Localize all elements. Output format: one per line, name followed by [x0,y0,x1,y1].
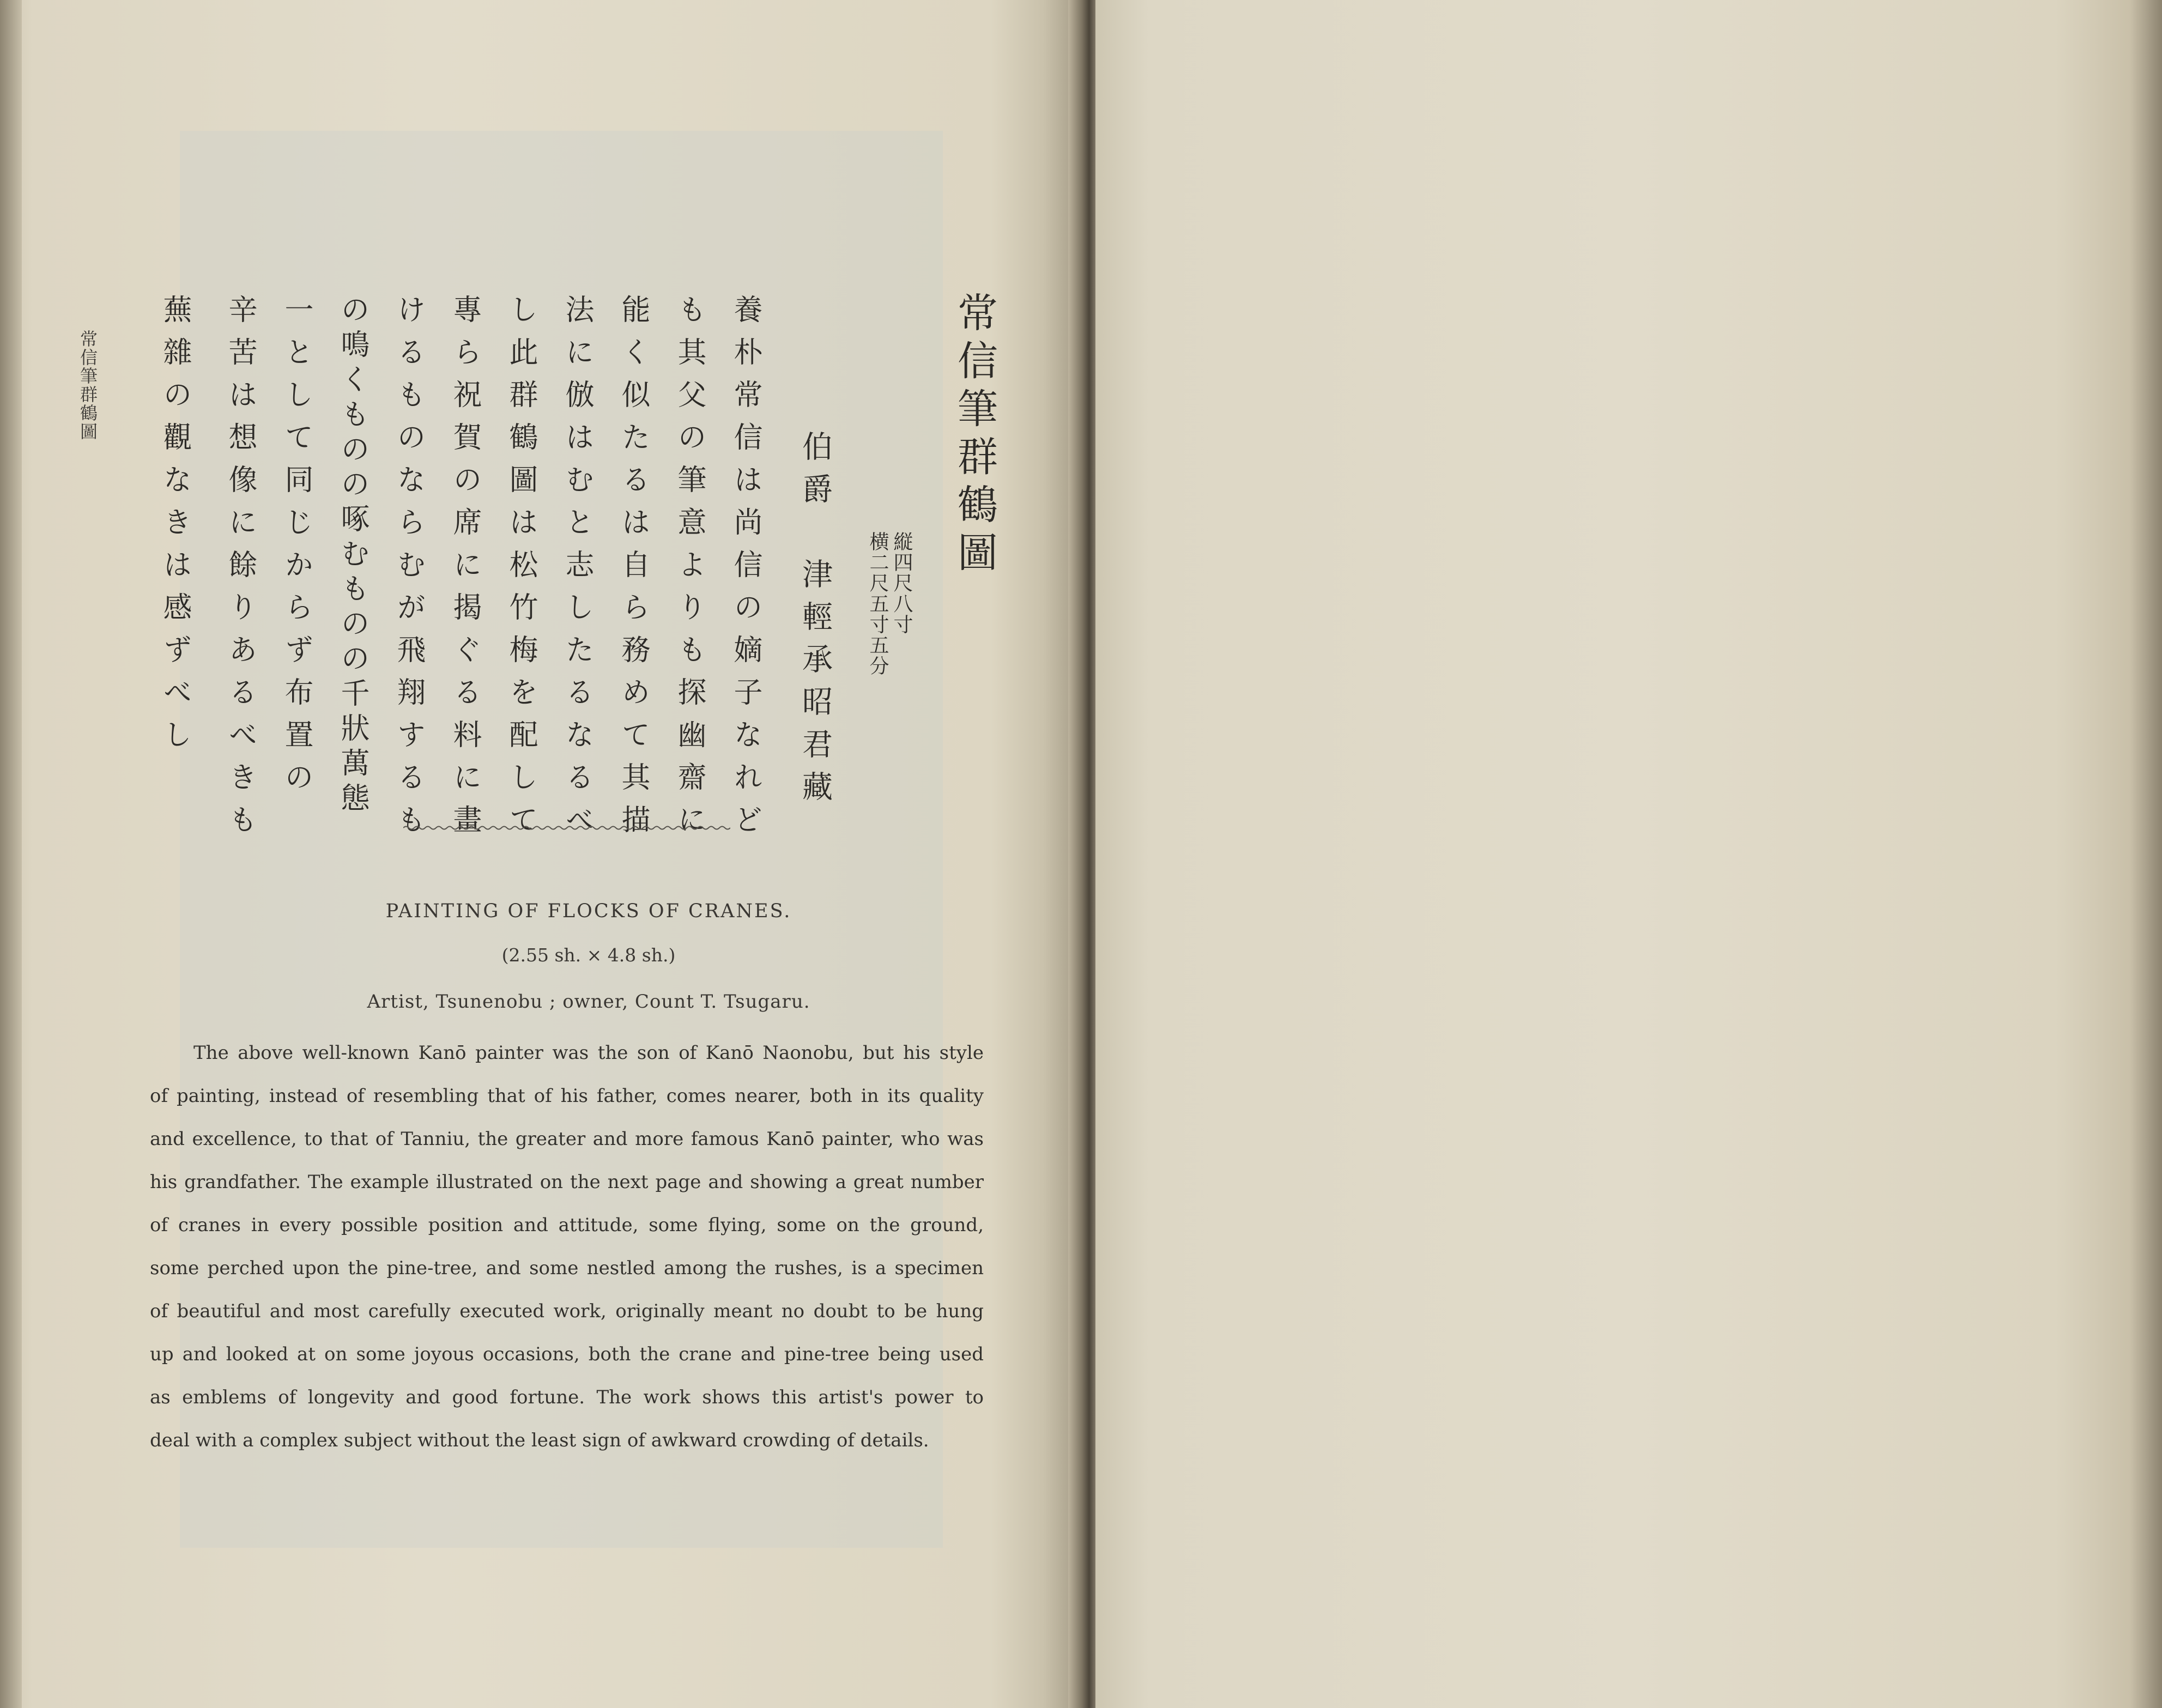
paragraph-line: as emblems of longevity and good fortune. The work shows this artist's power to [150,1386,984,1408]
english-title: PAINTING OF FLOCKS OF CRANES. [385,900,792,922]
english-dimensions: (2.55 sh. × 4.8 sh.) [501,944,676,966]
body-column: の鳴くものの啄むものの千狀萬態 [336,294,370,817]
paragraph-line: deal with a complex subject without the least sign of awkward crowding of details. [150,1430,929,1451]
paragraph-line: of painting, instead of resembling that of his father, comes nearer, both in its quality [150,1085,984,1107]
body-column: も其父の筆意よりも探幽齋に [673,294,706,847]
body-column: 養朴常信は尚信の嫡子なれど [729,294,762,847]
body-column: 法に倣はむと志したるなるべ [561,294,594,847]
body-column: 專ら祝賀の席に揭ぐる料に畫 [449,294,482,847]
page-edge [0,0,22,1708]
paragraph-line: some perched upon the pine-tree, and some nestled among the rushes, is a specimen [150,1257,984,1279]
running-head: 常信筆群鶴圖 [77,330,98,441]
body-column: 能く似たるは自ら務めて其描 [617,294,650,847]
paragraph-line: and excellence, to that of Tanniu, the greater and more famous Kanō painter, who was [150,1128,984,1150]
english-credit: Artist, Tsunenobu ; owner, Count T. Tsugaru. [367,991,810,1013]
japanese-owner: 伯爵 津輕承昭君藏 [797,431,833,813]
japanese-title: 常信筆群鶴圖 [951,292,998,579]
wavy-divider [403,824,730,832]
body-column: し此群鶴圖は松竹梅を配して [505,294,538,847]
paragraph-line: his grandfather. The example illustrated on the next page and showing a great number [150,1171,984,1193]
body-column: 辛苦は想像に餘りあるべきも [224,294,257,847]
dimension-width: 横二尺五寸五分 [867,531,889,676]
paragraph-line: of cranes in every possible position and attitude, some flying, some on the ground, [150,1214,984,1236]
paragraph-line: up and looked at on some joyous occasions, both the crane and pine-tree being used [150,1343,984,1365]
paragraph-line: The above well-known Kanō painter was the son of Kanō Naonobu, but his style [193,1042,984,1064]
body-column: 一として同じからず布置の [280,294,313,804]
left-page [0,0,1076,1708]
right-page-blank [1095,0,2162,1708]
paragraph-line: of beautiful and most carefully executed work, originally meant no doubt to be hung [150,1300,984,1322]
body-column: けるものならむが飛翔するも [392,294,426,847]
dimension-height: 縦四尺八寸 [891,531,913,635]
body-column: 蕪雜の觀なきは感ずべし [159,294,192,762]
